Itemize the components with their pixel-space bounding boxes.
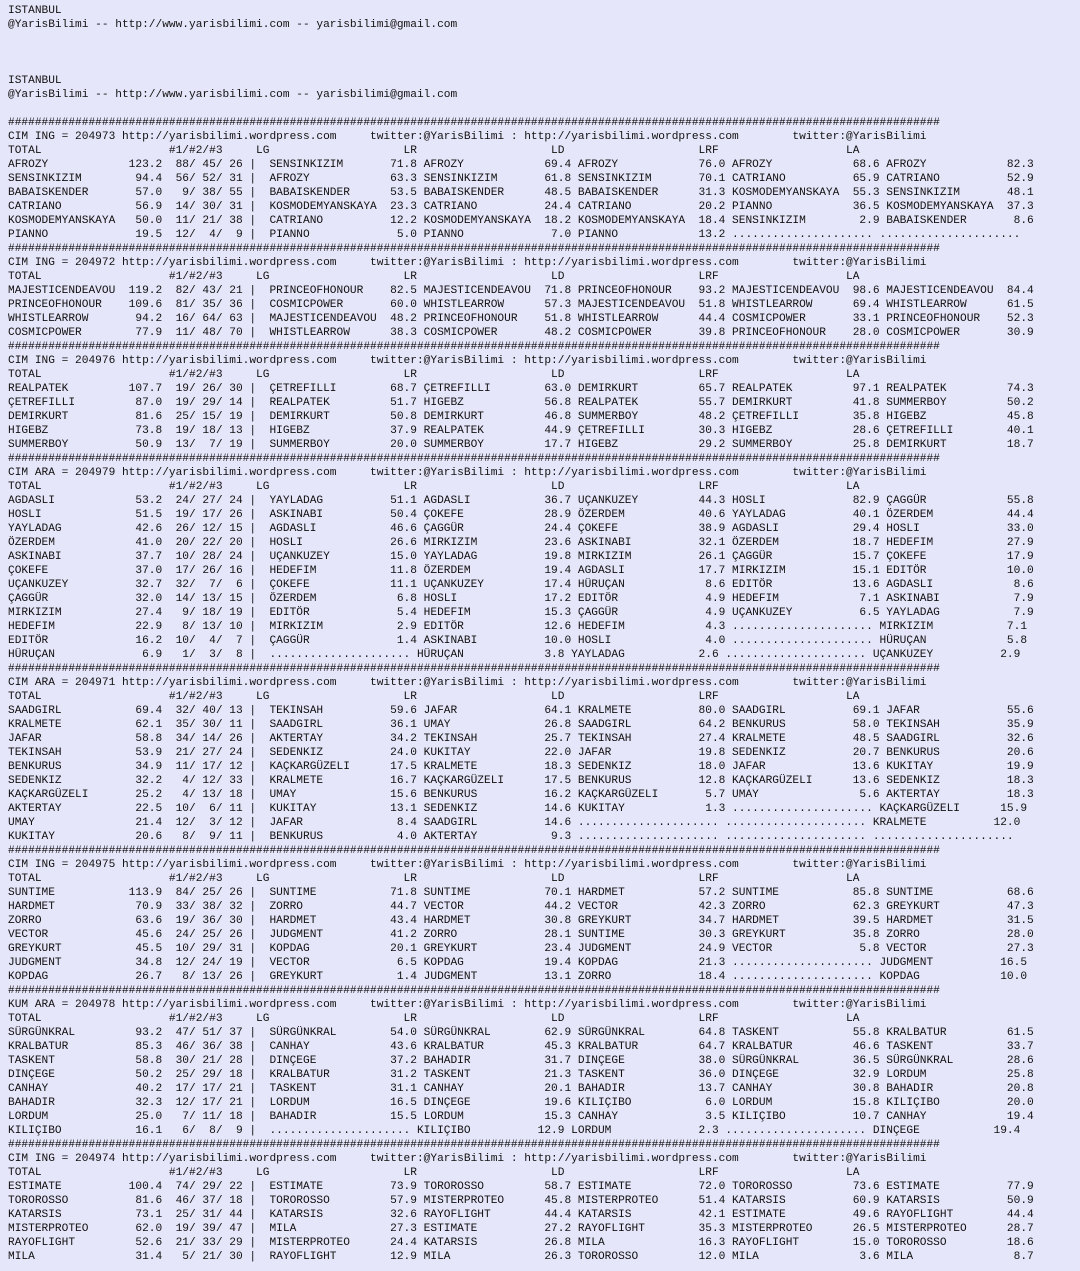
race-header: CIM ING = 204973 http://yarisbilimi.wordpress.com twitter:@YarisBilimi : http://yarisbilimi.wordpress.com twitter:@YarisBilimi — [8, 131, 927, 143]
blank-line — [8, 32, 1034, 46]
race-header: CIM ING = 204972 http://yarisbilimi.wordpress.com twitter:@YarisBilimi : http://yarisbilimi.wordpress.com twitter:@YarisBilimi — [8, 257, 927, 269]
table-row: KRALBATUR 85.3 46/ 36/ 38 | CANHAY 43.6 KRALBATUR 45.3 KRALBATUR 64.7 KRALBATUR 46.6 TASKENT 33.7 — [8, 1041, 1034, 1053]
table-row: BENKURUS 34.9 11/ 17/ 12 | KAÇKARGÜZELI 17.5 KRALMETE 18.3 SEDENKIZ 18.0 JAFAR 13.6 KUKITAY 19.9 — [8, 761, 1034, 773]
section-divider: ########################################################################################################################################### — [8, 663, 940, 675]
table-row: KOSMODEMYANSKAYA 50.0 11/ 21/ 38 | CATRIANO 12.2 KOSMODEMYANSKAYA 18.2 KOSMODEMYANSKAYA 18.4 SENSINKIZIM 2.9 BABAISKENDER 8.6 — [8, 215, 1034, 227]
table-row: SAADGIRL 69.4 32/ 40/ 13 | TEKINSAH 59.6 JAFAR 64.1 KRALMETE 80.0 SAADGIRL 69.1 JAFAR 55.6 — [8, 705, 1034, 717]
table-row: KILIÇIBO 16.1 6/ 8/ 9 | ..................... KILIÇIBO 12.9 LORDUM 2.3 ..................... DINÇEGE 19.4 — [8, 1125, 1021, 1137]
section-divider: ########################################################################################################################################### — [8, 243, 940, 255]
section-divider: ########################################################################################################################################### — [8, 985, 940, 997]
table-row: TEKINSAH 53.9 21/ 27/ 24 | SEDENKIZ 24.0 KUKITAY 22.0 JAFAR 19.8 SEDENKIZ 20.7 BENKURUS 20.6 — [8, 747, 1034, 759]
page-header-line: ISTANBUL — [8, 75, 62, 87]
table-row: KRALMETE 62.1 35/ 30/ 11 | SAADGIRL 36.1 UMAY 26.8 SAADGIRL 64.2 BENKURUS 58.0 TEKINSAH 35.9 — [8, 719, 1034, 731]
table-row: HIGEBZ 73.8 19/ 18/ 13 | HIGEBZ 37.9 REALPATEK 44.9 ÇETREFILLI 30.3 HIGEBZ 28.6 ÇETREFILLI 40.1 — [8, 425, 1034, 437]
table-row: RAYOFLIGHT 52.6 21/ 33/ 29 | MISTERPROTEO 24.4 KATARSIS 26.8 MILA 16.3 RAYOFLIGHT 15.0 TOROROSSO 18.6 — [8, 1237, 1034, 1249]
race-header: CIM ING = 204976 http://yarisbilimi.wordpress.com twitter:@YarisBilimi : http://yarisbilimi.wordpress.com twitter:@YarisBilimi — [8, 355, 927, 367]
table-row: ZORRO 63.6 19/ 36/ 30 | HARDMET 43.4 HARDMET 30.8 GREYKURT 34.7 HARDMET 39.5 HARDMET 31.5 — [8, 915, 1034, 927]
table-row: EDITÖR 16.2 10/ 4/ 7 | ÇAGGÜR 1.4 ASKINABI 10.0 HOSLI 4.0 ..................... HÜRUÇAN 5.8 — [8, 635, 1028, 647]
table-row: BAHADIR 32.3 12/ 17/ 21 | LORDUM 16.5 DINÇEGE 19.6 KILIÇIBO 6.0 LORDUM 15.8 KILIÇIBO 20.0 — [8, 1097, 1034, 1109]
blank-line — [8, 102, 1034, 116]
table-row: SENSINKIZIM 94.4 56/ 52/ 31 | AFROZY 63.3 SENSINKIZIM 61.8 SENSINKIZIM 70.1 CATRIANO 65.9 CATRIANO 52.9 — [8, 173, 1034, 185]
table-row: REALPATEK 107.7 19/ 26/ 30 | ÇETREFILLI 68.7 ÇETREFILLI 63.0 DEMIRKURT 65.7 REALPATEK 97.1 REALPATEK 74.3 — [8, 383, 1034, 395]
page-header-line: @YarisBilimi -- http://www.yarisbilimi.com -- yarisbilimi@gmail.com — [8, 19, 458, 31]
blank-line — [8, 60, 1034, 74]
table-row: ASKINABI 37.7 10/ 28/ 24 | UÇANKUZEY 15.0 YAYLADAG 19.8 MIRKIZIM 26.1 ÇAGGÜR 15.7 ÇOKEFE 17.9 — [8, 551, 1034, 563]
page-header-line: ISTANBUL — [8, 5, 62, 17]
column-headers: TOTAL #1/#2/#3 LG LR LD LRF LA — [8, 1167, 860, 1179]
table-row: KUKITAY 20.6 8/ 9/ 11 | BENKURUS 4.0 AKTERTAY 9.3 ..................... ..................... ..................... — [8, 831, 1014, 843]
page-header-line: @YarisBilimi -- http://www.yarisbilimi.com -- yarisbilimi@gmail.com — [8, 89, 458, 101]
table-row: SEDENKIZ 32.2 4/ 12/ 33 | KRALMETE 16.7 KAÇKARGÜZELI 17.5 BENKURUS 12.8 KAÇKARGÜZELI 13.6 SEDENKIZ 18.3 — [8, 775, 1034, 787]
table-row: CANHAY 40.2 17/ 17/ 21 | TASKENT 31.1 CANHAY 20.1 BAHADIR 13.7 CANHAY 30.8 BAHADIR 20.8 — [8, 1083, 1034, 1095]
table-row: WHISTLEARROW 94.2 16/ 64/ 63 | MAJESTICENDEAVOU 48.2 PRINCEOFHONOUR 51.8 WHISTLEARROW 44.4 COSMICPOWER 33.1 PRINCEOFHONOUR 52.3 — [8, 313, 1034, 325]
table-row: SUMMERBOY 50.9 13/ 7/ 19 | SUMMERBOY 20.0 SUMMERBOY 17.7 HIGEBZ 29.2 SUMMERBOY 25.8 DEMIRKURT 18.7 — [8, 439, 1034, 451]
table-row: GREYKURT 45.5 10/ 29/ 31 | KOPDAG 20.1 GREYKURT 23.4 JUDGMENT 24.9 VECTOR 5.8 VECTOR 27.3 — [8, 943, 1034, 955]
column-headers: TOTAL #1/#2/#3 LG LR LD LRF LA — [8, 873, 860, 885]
section-divider: ########################################################################################################################################### — [8, 453, 940, 465]
table-row: YAYLADAG 42.6 26/ 12/ 15 | AGDASLI 46.6 ÇAGGÜR 24.4 ÇOKEFE 38.9 AGDASLI 29.4 HOSLI 33.0 — [8, 523, 1034, 535]
table-row: CATRIANO 56.9 14/ 30/ 31 | KOSMODEMYANSKAYA 23.3 CATRIANO 24.4 CATRIANO 20.2 PIANNO 36.5 KOSMODEMYANSKAYA 37.3 — [8, 201, 1034, 213]
table-row: AFROZY 123.2 88/ 45/ 26 | SENSINKIZIM 71.8 AFROZY 69.4 AFROZY 76.0 AFROZY 68.6 AFROZY 82.3 — [8, 159, 1034, 171]
table-row: TASKENT 58.8 30/ 21/ 28 | DINÇEGE 37.2 BAHADIR 31.7 DINÇEGE 38.0 SÜRGÜNKRAL 36.5 SÜRGÜNKRAL 28.6 — [8, 1055, 1034, 1067]
race-header: KUM ARA = 204978 http://yarisbilimi.wordpress.com twitter:@YarisBilimi : http://yarisbilimi.wordpress.com twitter:@YarisBilimi — [8, 999, 927, 1011]
column-headers: TOTAL #1/#2/#3 LG LR LD LRF LA — [8, 369, 860, 381]
section-divider: ########################################################################################################################################### — [8, 341, 940, 353]
table-row: ESTIMATE 100.4 74/ 29/ 22 | ESTIMATE 73.9 TOROROSSO 58.7 ESTIMATE 72.0 TOROROSSO 73.6 ESTIMATE 77.9 — [8, 1181, 1034, 1193]
table-row: BABAISKENDER 57.0 9/ 38/ 55 | BABAISKENDER 53.5 BABAISKENDER 48.5 BABAISKENDER 31.3 KOSMODEMYANSKAYA 55.3 SENSINKIZIM 48.1 — [8, 187, 1034, 199]
table-row: SUNTIME 113.9 84/ 25/ 26 | SUNTIME 71.8 SUNTIME 70.1 HARDMET 57.2 SUNTIME 85.8 SUNTIME 68.6 — [8, 887, 1034, 899]
table-row: UMAY 21.4 12/ 3/ 12 | JAFAR 8.4 SAADGIRL 14.6 ..................... ..................... KRALMETE 12.0 — [8, 817, 1021, 829]
table-row: HARDMET 70.9 33/ 38/ 32 | ZORRO 44.7 VECTOR 44.2 VECTOR 42.3 ZORRO 62.3 GREYKURT 47.3 — [8, 901, 1034, 913]
table-row: MILA 31.4 5/ 21/ 30 | RAYOFLIGHT 12.9 MILA 26.3 TOROROSSO 12.0 MILA 3.6 MILA 8.7 — [8, 1251, 1034, 1263]
table-row: HOSLI 51.5 19/ 17/ 26 | ASKINABI 50.4 ÇOKEFE 28.9 ÖZERDEM 40.6 YAYLADAG 40.1 ÖZERDEM 44.4 — [8, 509, 1034, 521]
blank-line — [8, 46, 1034, 60]
table-row: ÇETREFILLI 87.0 19/ 29/ 14 | REALPATEK 51.7 HIGEBZ 56.8 REALPATEK 55.7 DEMIRKURT 41.8 SUMMERBOY 50.2 — [8, 397, 1034, 409]
section-divider: ########################################################################################################################################### — [8, 1139, 940, 1151]
table-row: COSMICPOWER 77.9 11/ 48/ 70 | WHISTLEARROW 38.3 COSMICPOWER 48.2 COSMICPOWER 39.8 PRINCEOFHONOUR 28.0 COSMICPOWER 30.9 — [8, 327, 1034, 339]
table-row: ÖZERDEM 41.0 20/ 22/ 20 | HOSLI 26.6 MIRKIZIM 23.6 ASKINABI 32.1 ÖZERDEM 18.7 HEDEFIM 27.9 — [8, 537, 1034, 549]
table-row: JUDGMENT 34.8 12/ 24/ 19 | VECTOR 6.5 KOPDAG 19.4 KOPDAG 21.3 ..................... JUDGMENT 16.5 — [8, 957, 1028, 969]
table-row: PIANNO 19.5 12/ 4/ 9 | PIANNO 5.0 PIANNO 7.0 PIANNO 13.2 ..................... ..................... — [8, 229, 1021, 241]
table-row: KAÇKARGÜZELI 25.2 4/ 13/ 18 | UMAY 15.6 BENKURUS 16.2 KAÇKARGÜZELI 5.7 UMAY 5.6 AKTERTAY 18.3 — [8, 789, 1034, 801]
table-row: MISTERPROTEO 62.0 19/ 39/ 47 | MILA 27.3 ESTIMATE 27.2 RAYOFLIGHT 35.3 MISTERPROTEO 26.5 MISTERPROTEO 28.7 — [8, 1223, 1034, 1235]
column-headers: TOTAL #1/#2/#3 LG LR LD LRF LA — [8, 271, 860, 283]
section-divider: ########################################################################################################################################### — [8, 845, 940, 857]
table-row: HÜRUÇAN 6.9 1/ 3/ 8 | ..................... HÜRUÇAN 3.8 YAYLADAG 2.6 ..................... UÇANKUZEY 2.9 — [8, 649, 1021, 661]
table-row: MAJESTICENDEAVOU 119.2 82/ 43/ 21 | PRINCEOFHONOUR 82.5 MAJESTICENDEAVOU 71.8 PRINCEOFHONOUR 93.2 MAJESTICENDEAVOU 98.6 MAJESTICENDEAVOU 84.4 — [8, 285, 1034, 297]
table-row: TOROROSSO 81.6 46/ 37/ 18 | TOROROSSO 57.9 MISTERPROTEO 45.8 MISTERPROTEO 51.4 KATARSIS 60.9 KATARSIS 50.9 — [8, 1195, 1034, 1207]
table-row: AKTERTAY 22.5 10/ 6/ 11 | KUKITAY 13.1 SEDENKIZ 14.6 KUKITAY 1.3 ..................... KAÇKARGÜZELI 15.9 — [8, 803, 1028, 815]
table-row: MIRKIZIM 27.4 9/ 18/ 19 | EDITÖR 5.4 HEDEFIM 15.3 ÇAGGÜR 4.9 UÇANKUZEY 6.5 YAYLADAG 7.9 — [8, 607, 1034, 619]
table-row: UÇANKUZEY 32.7 32/ 7/ 6 | ÇOKEFE 11.1 UÇANKUZEY 17.4 HÜRUÇAN 8.6 EDITÖR 13.6 AGDASLI 8.6 — [8, 579, 1034, 591]
table-row: VECTOR 45.6 24/ 25/ 26 | JUDGMENT 41.2 ZORRO 28.1 SUNTIME 30.3 GREYKURT 35.8 ZORRO 28.0 — [8, 929, 1034, 941]
table-row: KATARSIS 73.1 25/ 31/ 44 | KATARSIS 32.6 RAYOFLIGHT 44.4 KATARSIS 42.1 ESTIMATE 49.6 RAYOFLIGHT 44.4 — [8, 1209, 1034, 1221]
table-row: JAFAR 58.8 34/ 14/ 26 | AKTERTAY 34.2 TEKINSAH 25.7 TEKINSAH 27.4 KRALMETE 48.5 SAADGIRL 32.6 — [8, 733, 1034, 745]
table-row: DINÇEGE 50.2 25/ 29/ 18 | KRALBATUR 31.2 TASKENT 21.3 TASKENT 36.0 DINÇEGE 32.9 LORDUM 25.8 — [8, 1069, 1034, 1081]
race-header: CIM ING = 204974 http://yarisbilimi.wordpress.com twitter:@YarisBilimi : http://yarisbilimi.wordpress.com twitter:@YarisBilimi — [8, 1153, 927, 1165]
table-row: PRINCEOFHONOUR 109.6 81/ 35/ 36 | COSMICPOWER 60.0 WHISTLEARROW 57.3 MAJESTICENDEAVOU 51.8 WHISTLEARROW 69.4 WHISTLEARROW 61.5 — [8, 299, 1034, 311]
table-row: AGDASLI 53.2 24/ 27/ 24 | YAYLADAG 51.1 AGDASLI 36.7 UÇANKUZEY 44.3 HOSLI 82.9 ÇAGGÜR 55.8 — [8, 495, 1034, 507]
table-row: KOPDAG 26.7 8/ 13/ 26 | GREYKURT 1.4 JUDGMENT 13.1 ZORRO 18.4 ..................... KOPDAG 10.0 — [8, 971, 1028, 983]
table-row: HEDEFIM 22.9 8/ 13/ 10 | MIRKIZIM 2.9 EDITÖR 12.6 HEDEFIM 4.3 ..................... MIRKIZIM 7.1 — [8, 621, 1028, 633]
column-headers: TOTAL #1/#2/#3 LG LR LD LRF LA — [8, 691, 860, 703]
column-headers: TOTAL #1/#2/#3 LG LR LD LRF LA — [8, 1013, 860, 1025]
race-header: CIM ARA = 204971 http://yarisbilimi.wordpress.com twitter:@YarisBilimi : http://yarisbilimi.wordpress.com twitter:@YarisBilimi — [8, 677, 927, 689]
column-headers: TOTAL #1/#2/#3 LG LR LD LRF LA — [8, 481, 860, 493]
race-header: CIM ING = 204975 http://yarisbilimi.wordpress.com twitter:@YarisBilimi : http://yarisbilimi.wordpress.com twitter:@YarisBilimi — [8, 859, 927, 871]
race-stats-document — [8, 4, 1034, 1264]
table-row: SÜRGÜNKRAL 93.2 47/ 51/ 37 | SÜRGÜNKRAL 54.0 SÜRGÜNKRAL 62.9 SÜRGÜNKRAL 64.8 TASKENT 55.8 KRALBATUR 61.5 — [8, 1027, 1034, 1039]
table-row: ÇAGGÜR 32.0 14/ 13/ 15 | ÖZERDEM 6.8 HOSLI 17.2 EDITÖR 4.9 HEDEFIM 7.1 ASKINABI 7.9 — [8, 593, 1034, 605]
column-headers: TOTAL #1/#2/#3 LG LR LD LRF LA — [8, 145, 860, 157]
table-row: LORDUM 25.0 7/ 11/ 18 | BAHADIR 15.5 LORDUM 15.3 CANHAY 3.5 KILIÇIBO 10.7 CANHAY 19.4 — [8, 1111, 1034, 1123]
table-row: ÇOKEFE 37.0 17/ 26/ 16 | HEDEFIM 11.8 ÖZERDEM 19.4 AGDASLI 17.7 MIRKIZIM 15.1 EDITÖR 10.0 — [8, 565, 1034, 577]
table-row: DEMIRKURT 81.6 25/ 15/ 19 | DEMIRKURT 50.8 DEMIRKURT 46.8 SUMMERBOY 48.2 ÇETREFILLI 35.8 HIGEBZ 45.8 — [8, 411, 1034, 423]
section-divider: ########################################################################################################################################### — [8, 117, 940, 129]
race-header: CIM ARA = 204979 http://yarisbilimi.wordpress.com twitter:@YarisBilimi : http://yarisbilimi.wordpress.com twitter:@YarisBilimi — [8, 467, 927, 479]
